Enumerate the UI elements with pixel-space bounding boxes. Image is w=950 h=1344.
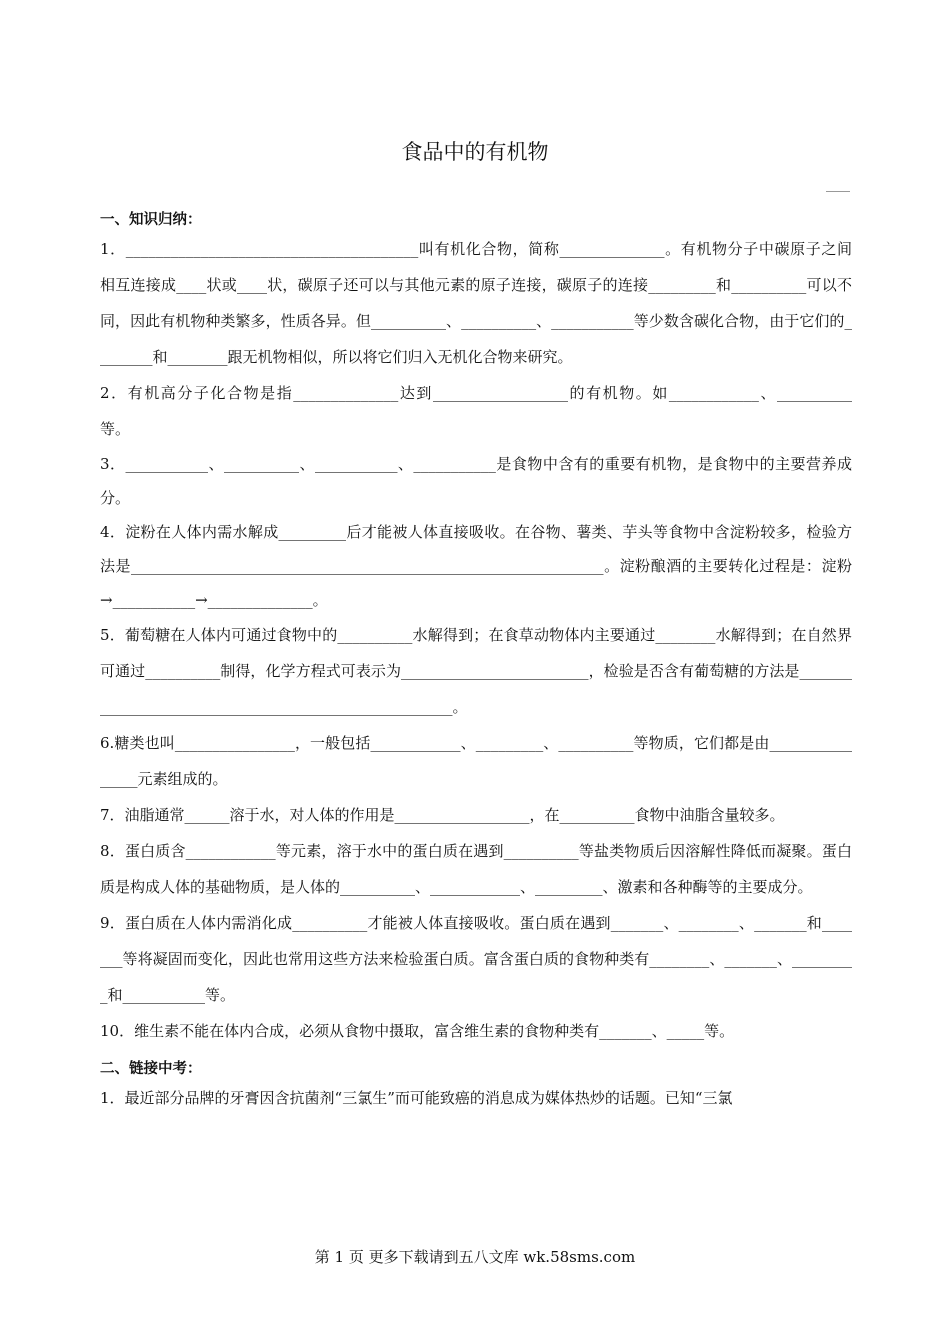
page-title: 食品中的有机物 [401,140,549,164]
item-5: 5．葡萄糖在人体内可通过食物中的__________水解得到；在食草动物体内主要通过________水解得到；在自然界可通过__________制得，化学方程式可表示为_________________________，检验是否含有葡萄糖的方法是______________________________________________________。 [100,626,852,716]
item-7: 7．油脂通常______溶于水，对人体的作用是__________________，在__________食物中油脂含量较多。 [100,806,785,824]
item-9: 9．蛋白质在人体内需消化成__________才能被人体直接吸收。蛋白质在遇到_______、________、_______和_______等将凝固而变化，因此也常用这些方法来检验蛋白质。富含蛋白质的食物种类有________、_______、_________和___________等。 [100,914,852,1004]
section-heading-exam: 二、链接中考： [100,1061,202,1077]
item-1: 1．_______________________________________叫有机化合物，简称______________。有机物分子中碳原子之间相互连接成____状或____状，碳原子还可以与其他元素的原子连接，碳原子的连接_________和__________可以不同，因此有机物种类繁多，性质各异。但__________、__________、___________等少数含碳化合物，由于它们的________和________跟无机物相似，所以将它们归入无机化合物来研究。 [100,240,852,366]
item-2: 2．有机高分子化合物是指______________达到__________________的有机物。如____________、__________ 等。 [100,384,868,438]
document-body [100,200,868,1116]
exam-question-1: 1．最近部分品牌的牙膏因含抗菌剂“三氯生”而可能致癌的消息成为媒体热炒的话题。已知“三氯 [100,1089,733,1107]
header-rule [826,191,850,192]
item-3: 3．___________、__________、___________、___________是食物中含有的重要有机物，是食物中的主要营养成分。 [100,455,852,507]
page-footer: 第 1 页 更多下载请到五八文库 wk.58sms.com [314,1248,636,1266]
item-10: 10．维生素不能在体内合成，必须从食物中摄取，富含维生素的食物种类有_______、_____等。 [100,1022,735,1040]
item-8: 8．蛋白质含____________等元素，溶于水中的蛋白质在遇到__________等盐类物质后因溶解性降低而凝聚。蛋白质是构成人体的基础物质，是人体的__________、____________、_________、激素和各种酶等的主要成分。 [100,842,852,896]
item-6: 6.糖类也叫________________，一般包括____________、_________、__________等物质，它们都是由________________元素组成的。 [100,734,852,788]
section-heading-knowledge: 一、知识归纳： [100,212,202,228]
item-4: 4．淀粉在人体内需水解成_________后才能被人体直接吸收。在谷物、薯类、芋头等食物中含淀粉较多，检验方法是_______________________________________________________________。淀粉酿酒的主要转化过程是：淀粉→___________→______________。 [100,523,852,609]
